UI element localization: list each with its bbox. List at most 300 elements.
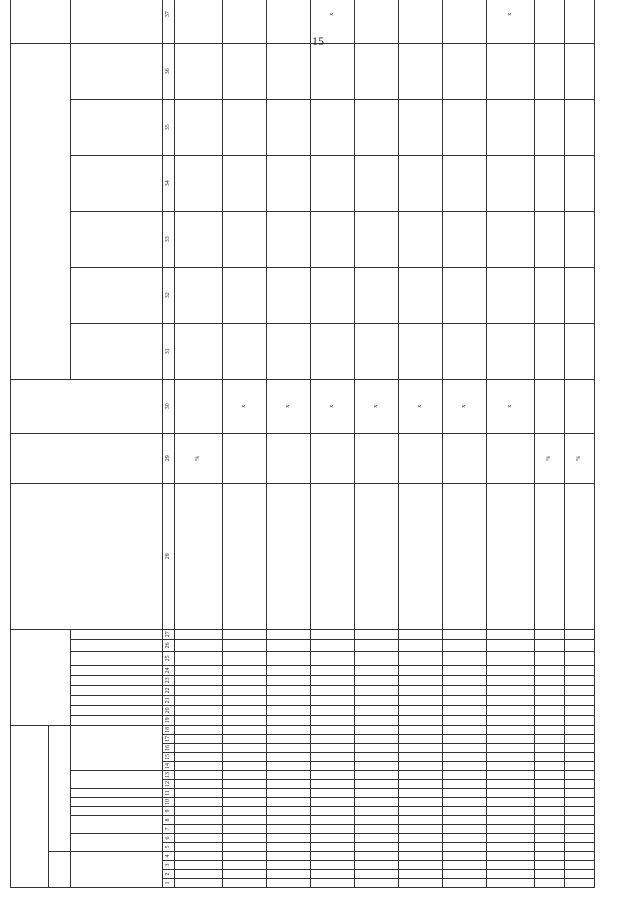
code-cell bbox=[565, 816, 595, 825]
header-value bbox=[71, 0, 163, 43]
row-name bbox=[399, 483, 443, 629]
code-cell bbox=[175, 789, 223, 798]
extra-code-cell bbox=[535, 685, 565, 695]
row-value-1 bbox=[565, 267, 595, 323]
row-name bbox=[535, 483, 565, 629]
code-cell bbox=[399, 780, 443, 789]
row-value-4 bbox=[267, 99, 311, 155]
extra-code-cell bbox=[487, 639, 535, 651]
code-cell bbox=[399, 798, 443, 807]
code-cell bbox=[175, 753, 223, 762]
row-value-4 bbox=[487, 99, 535, 155]
code-cell bbox=[487, 834, 535, 843]
col-num-3: 3 bbox=[163, 861, 175, 870]
code-cell bbox=[399, 789, 443, 798]
code-cell bbox=[223, 753, 267, 762]
row-value-3 bbox=[565, 155, 595, 211]
code-cell bbox=[267, 870, 311, 879]
code-cell bbox=[223, 834, 267, 843]
code-cell bbox=[223, 762, 267, 771]
code-cell bbox=[443, 798, 487, 807]
row-value-4 bbox=[399, 99, 443, 155]
header-d5 bbox=[71, 675, 163, 685]
col-num-15: 15 bbox=[163, 753, 175, 762]
code-cell bbox=[267, 780, 311, 789]
col-num-7: 7 bbox=[163, 825, 175, 834]
extra-code-cell bbox=[267, 675, 311, 685]
row-base-year: x bbox=[487, 379, 535, 433]
code-cell bbox=[223, 780, 267, 789]
page-number: 15 bbox=[312, 34, 324, 48]
header-d9 bbox=[71, 629, 163, 639]
col-num-19: 19 bbox=[163, 715, 175, 725]
code-cell bbox=[565, 834, 595, 843]
header-admin-code bbox=[49, 852, 71, 888]
extra-code-cell bbox=[399, 685, 443, 695]
code-cell bbox=[355, 879, 399, 888]
code-cell bbox=[311, 879, 355, 888]
extra-code-cell bbox=[223, 651, 267, 665]
extra-code-cell bbox=[535, 665, 565, 675]
row-value-5 bbox=[223, 43, 267, 99]
extra-code-cell bbox=[487, 675, 535, 685]
row-name bbox=[565, 483, 595, 629]
code-cell bbox=[311, 744, 355, 753]
row-unit bbox=[443, 433, 487, 483]
row-name bbox=[175, 483, 223, 629]
code-cell bbox=[443, 825, 487, 834]
col-num-20: 20 bbox=[163, 705, 175, 715]
code-cell bbox=[223, 825, 267, 834]
code-cell bbox=[535, 744, 565, 753]
code-cell bbox=[223, 843, 267, 852]
col-num-11: 11 bbox=[163, 789, 175, 798]
extra-code-cell bbox=[565, 695, 595, 705]
row-value-2 bbox=[535, 211, 565, 267]
code-cell bbox=[399, 807, 443, 816]
code-cell bbox=[535, 825, 565, 834]
code-cell bbox=[535, 771, 565, 780]
code-cell bbox=[355, 771, 399, 780]
code-cell bbox=[399, 735, 443, 744]
row-target bbox=[267, 0, 311, 43]
table-row bbox=[399, 0, 443, 888]
code-cell bbox=[175, 879, 223, 888]
code-cell bbox=[535, 861, 565, 870]
code-cell bbox=[355, 762, 399, 771]
program-table bbox=[10, 0, 595, 888]
row-value-2 bbox=[487, 211, 535, 267]
extra-code-cell bbox=[223, 715, 267, 725]
header-target bbox=[11, 0, 71, 43]
extra-code-cell bbox=[535, 705, 565, 715]
extra-code-cell bbox=[565, 715, 595, 725]
header-d8 bbox=[71, 639, 163, 651]
code-cell bbox=[535, 816, 565, 825]
header-row-1 bbox=[11, 0, 49, 888]
row-unit bbox=[267, 433, 311, 483]
extra-code-cell bbox=[267, 695, 311, 705]
code-cell bbox=[487, 725, 535, 734]
row-value-3 bbox=[311, 155, 355, 211]
header-d7 bbox=[71, 651, 163, 665]
code-cell bbox=[487, 816, 535, 825]
table-row bbox=[565, 0, 595, 888]
extra-code-cell bbox=[443, 715, 487, 725]
extra-code-cell bbox=[223, 665, 267, 675]
col-num-32: 32 bbox=[163, 267, 175, 323]
code-cell bbox=[399, 825, 443, 834]
col-num-34: 34 bbox=[163, 155, 175, 211]
extra-code-cell bbox=[399, 695, 443, 705]
code-cell bbox=[565, 798, 595, 807]
header-unit bbox=[11, 433, 163, 483]
code-cell bbox=[175, 807, 223, 816]
row-value-2 bbox=[175, 211, 223, 267]
extra-code-cell bbox=[535, 651, 565, 665]
extra-code-cell bbox=[443, 685, 487, 695]
extra-code-cell bbox=[267, 705, 311, 715]
extra-code-cell bbox=[355, 639, 399, 651]
code-cell bbox=[355, 798, 399, 807]
extra-code-cell bbox=[399, 651, 443, 665]
extra-code-cell bbox=[175, 629, 223, 639]
header-c2 bbox=[71, 834, 163, 852]
col-num-6: 6 bbox=[163, 834, 175, 843]
col-num-26: 26 bbox=[163, 639, 175, 651]
code-cell bbox=[223, 807, 267, 816]
code-cell bbox=[175, 771, 223, 780]
code-cell bbox=[565, 789, 595, 798]
row-value-4 bbox=[223, 99, 267, 155]
code-cell bbox=[223, 725, 267, 734]
extra-code-cell bbox=[355, 705, 399, 715]
row-unit bbox=[223, 433, 267, 483]
row-value-4 bbox=[311, 99, 355, 155]
code-cell bbox=[565, 861, 595, 870]
row-value-3 bbox=[487, 155, 535, 211]
code-cell bbox=[267, 762, 311, 771]
code-cell bbox=[175, 852, 223, 861]
extra-code-cell bbox=[443, 695, 487, 705]
code-cell bbox=[267, 744, 311, 753]
code-cell bbox=[223, 789, 267, 798]
row-target: x bbox=[487, 0, 535, 43]
row-value-3 bbox=[399, 155, 443, 211]
code-cell bbox=[565, 870, 595, 879]
code-cell bbox=[399, 771, 443, 780]
row-target bbox=[399, 0, 443, 43]
code-cell bbox=[267, 735, 311, 744]
extra-code-cell bbox=[267, 715, 311, 725]
code-cell bbox=[443, 879, 487, 888]
code-cell bbox=[223, 735, 267, 744]
code-cell bbox=[565, 725, 595, 734]
code-cell bbox=[487, 744, 535, 753]
code-cell bbox=[487, 753, 535, 762]
row-value-4 bbox=[535, 99, 565, 155]
table-row bbox=[535, 0, 565, 888]
extra-code-cell bbox=[443, 639, 487, 651]
extra-code-cell bbox=[399, 665, 443, 675]
code-cell bbox=[535, 753, 565, 762]
extra-code-cell bbox=[487, 685, 535, 695]
row-base-year: x bbox=[443, 379, 487, 433]
header-budget-codes bbox=[11, 725, 49, 887]
code-cell bbox=[535, 852, 565, 861]
col-num-21: 21 bbox=[163, 695, 175, 705]
row-value-1 bbox=[399, 267, 443, 323]
extra-code-cell bbox=[175, 695, 223, 705]
code-cell bbox=[267, 834, 311, 843]
row-value-1 bbox=[535, 267, 565, 323]
col-num-10: 10 bbox=[163, 798, 175, 807]
code-cell bbox=[267, 852, 311, 861]
extra-code-cell bbox=[223, 695, 267, 705]
code-cell bbox=[175, 816, 223, 825]
extra-code-cell bbox=[355, 685, 399, 695]
code-cell bbox=[223, 861, 267, 870]
code-cell bbox=[535, 870, 565, 879]
code-cell bbox=[565, 807, 595, 816]
extra-code-cell bbox=[487, 665, 535, 675]
extra-code-cell bbox=[535, 695, 565, 705]
code-cell bbox=[565, 735, 595, 744]
row-value-3 bbox=[223, 155, 267, 211]
code-cell bbox=[443, 861, 487, 870]
col-num-1: 1 bbox=[163, 879, 175, 888]
row-base-year: x bbox=[399, 379, 443, 433]
code-cell bbox=[399, 852, 443, 861]
row-value-3 bbox=[443, 155, 487, 211]
code-cell bbox=[355, 753, 399, 762]
code-cell bbox=[311, 780, 355, 789]
code-cell bbox=[355, 843, 399, 852]
header-c4 bbox=[71, 807, 163, 816]
code-cell bbox=[443, 852, 487, 861]
code-cell bbox=[311, 807, 355, 816]
extra-code-cell bbox=[535, 639, 565, 651]
table-row bbox=[487, 0, 535, 888]
code-cell bbox=[535, 762, 565, 771]
code-cell bbox=[399, 816, 443, 825]
row-name bbox=[311, 483, 355, 629]
extra-code-cell bbox=[267, 665, 311, 675]
col-num-22: 22 bbox=[163, 685, 175, 695]
row-base-year bbox=[175, 379, 223, 433]
code-cell bbox=[487, 771, 535, 780]
code-cell bbox=[399, 834, 443, 843]
row-unit: % bbox=[175, 433, 223, 483]
code-cell bbox=[443, 735, 487, 744]
col-num-16: 16 bbox=[163, 744, 175, 753]
row-value-1 bbox=[311, 267, 355, 323]
code-cell bbox=[267, 789, 311, 798]
extra-code-cell bbox=[565, 629, 595, 639]
row-value-0 bbox=[267, 323, 311, 379]
code-cell bbox=[311, 789, 355, 798]
extra-code-cell bbox=[399, 705, 443, 715]
row-value-0 bbox=[443, 323, 487, 379]
extra-code-cell bbox=[267, 685, 311, 695]
extra-code-cell bbox=[487, 695, 535, 705]
header-d2 bbox=[71, 705, 163, 715]
code-cell bbox=[175, 861, 223, 870]
code-cell bbox=[487, 852, 535, 861]
header-extra-codes bbox=[11, 629, 71, 725]
code-cell bbox=[175, 798, 223, 807]
code-cell bbox=[535, 843, 565, 852]
row-unit bbox=[311, 433, 355, 483]
code-cell bbox=[565, 825, 595, 834]
col-num-36: 36 bbox=[163, 43, 175, 99]
col-num-4: 4 bbox=[163, 852, 175, 861]
code-cell bbox=[175, 780, 223, 789]
header-c8 bbox=[71, 725, 163, 770]
row-value-1 bbox=[443, 267, 487, 323]
header-c7 bbox=[71, 771, 163, 789]
header-years bbox=[11, 43, 71, 379]
row-value-1 bbox=[355, 267, 399, 323]
extra-code-cell bbox=[487, 715, 535, 725]
row-value-4 bbox=[565, 99, 595, 155]
col-num-23: 23 bbox=[163, 675, 175, 685]
row-target bbox=[223, 0, 267, 43]
header-exp-code bbox=[49, 725, 71, 851]
row-value-3 bbox=[267, 155, 311, 211]
code-cell bbox=[399, 762, 443, 771]
data-rows bbox=[175, 0, 595, 888]
rotated-table-wrap bbox=[10, 11, 590, 888]
extra-code-cell bbox=[311, 665, 355, 675]
code-cell bbox=[267, 879, 311, 888]
extra-code-cell bbox=[311, 629, 355, 639]
header-year-2 bbox=[71, 211, 163, 267]
col-num-24: 24 bbox=[163, 665, 175, 675]
extra-code-cell bbox=[443, 705, 487, 715]
code-cell bbox=[443, 753, 487, 762]
code-cell bbox=[535, 725, 565, 734]
extra-code-cell bbox=[565, 685, 595, 695]
row-base-year bbox=[535, 379, 565, 433]
row-name bbox=[223, 483, 267, 629]
row-value-4 bbox=[355, 99, 399, 155]
code-cell bbox=[355, 834, 399, 843]
code-cell bbox=[267, 825, 311, 834]
header-year-0 bbox=[71, 323, 163, 379]
row-value-5 bbox=[535, 43, 565, 99]
header-d3 bbox=[71, 695, 163, 705]
extra-code-cell bbox=[267, 639, 311, 651]
row-value-2 bbox=[223, 211, 267, 267]
code-cell bbox=[311, 762, 355, 771]
extra-code-cell bbox=[535, 629, 565, 639]
header-c5 bbox=[71, 798, 163, 807]
header-d6 bbox=[71, 665, 163, 675]
extra-code-cell bbox=[355, 629, 399, 639]
table-row bbox=[267, 0, 311, 888]
row-value-2 bbox=[565, 211, 595, 267]
extra-code-cell bbox=[223, 685, 267, 695]
code-cell bbox=[311, 735, 355, 744]
extra-code-cell bbox=[223, 639, 267, 651]
code-cell bbox=[223, 744, 267, 753]
code-cell bbox=[311, 771, 355, 780]
code-cell bbox=[399, 753, 443, 762]
extra-code-cell bbox=[487, 705, 535, 715]
row-value-2 bbox=[267, 211, 311, 267]
row-value-0 bbox=[355, 323, 399, 379]
extra-code-cell bbox=[535, 675, 565, 685]
code-cell bbox=[311, 753, 355, 762]
extra-code-cell bbox=[565, 651, 595, 665]
code-cell bbox=[355, 789, 399, 798]
table-row bbox=[355, 0, 399, 888]
code-cell bbox=[311, 825, 355, 834]
row-unit bbox=[399, 433, 443, 483]
extra-code-cell bbox=[399, 675, 443, 685]
header-d4 bbox=[71, 685, 163, 695]
code-cell bbox=[355, 735, 399, 744]
code-cell bbox=[175, 834, 223, 843]
code-cell bbox=[355, 807, 399, 816]
header-d1 bbox=[71, 715, 163, 725]
extra-code-cell bbox=[175, 685, 223, 695]
row-value-4 bbox=[443, 99, 487, 155]
code-cell bbox=[311, 843, 355, 852]
row-value-1 bbox=[175, 267, 223, 323]
code-cell bbox=[399, 861, 443, 870]
header-year-4 bbox=[71, 99, 163, 155]
col-num-27: 27 bbox=[163, 629, 175, 639]
code-cell bbox=[267, 807, 311, 816]
extra-code-cell bbox=[175, 665, 223, 675]
extra-code-cell bbox=[443, 629, 487, 639]
code-cell bbox=[267, 843, 311, 852]
row-target: x bbox=[311, 0, 355, 43]
extra-code-cell bbox=[175, 675, 223, 685]
row-name bbox=[355, 483, 399, 629]
code-cell bbox=[223, 879, 267, 888]
code-cell bbox=[487, 825, 535, 834]
row-unit bbox=[487, 433, 535, 483]
code-cell bbox=[535, 735, 565, 744]
extra-code-cell bbox=[487, 629, 535, 639]
extra-code-cell bbox=[565, 665, 595, 675]
header-c3 bbox=[71, 816, 163, 834]
extra-code-cell bbox=[311, 639, 355, 651]
extra-code-cell bbox=[223, 675, 267, 685]
row-value-0 bbox=[223, 323, 267, 379]
row-value-3 bbox=[355, 155, 399, 211]
code-cell bbox=[175, 744, 223, 753]
code-cell bbox=[223, 870, 267, 879]
code-cell bbox=[565, 852, 595, 861]
code-cell bbox=[565, 753, 595, 762]
code-cell bbox=[355, 870, 399, 879]
header-name bbox=[11, 483, 163, 629]
row-value-2 bbox=[311, 211, 355, 267]
col-num-35: 35 bbox=[163, 99, 175, 155]
code-cell bbox=[535, 807, 565, 816]
code-cell bbox=[311, 852, 355, 861]
row-value-0 bbox=[487, 323, 535, 379]
extra-code-cell bbox=[311, 685, 355, 695]
row-value-1 bbox=[267, 267, 311, 323]
table-row bbox=[223, 0, 267, 888]
table-row bbox=[443, 0, 487, 888]
col-num-8: 8 bbox=[163, 816, 175, 825]
